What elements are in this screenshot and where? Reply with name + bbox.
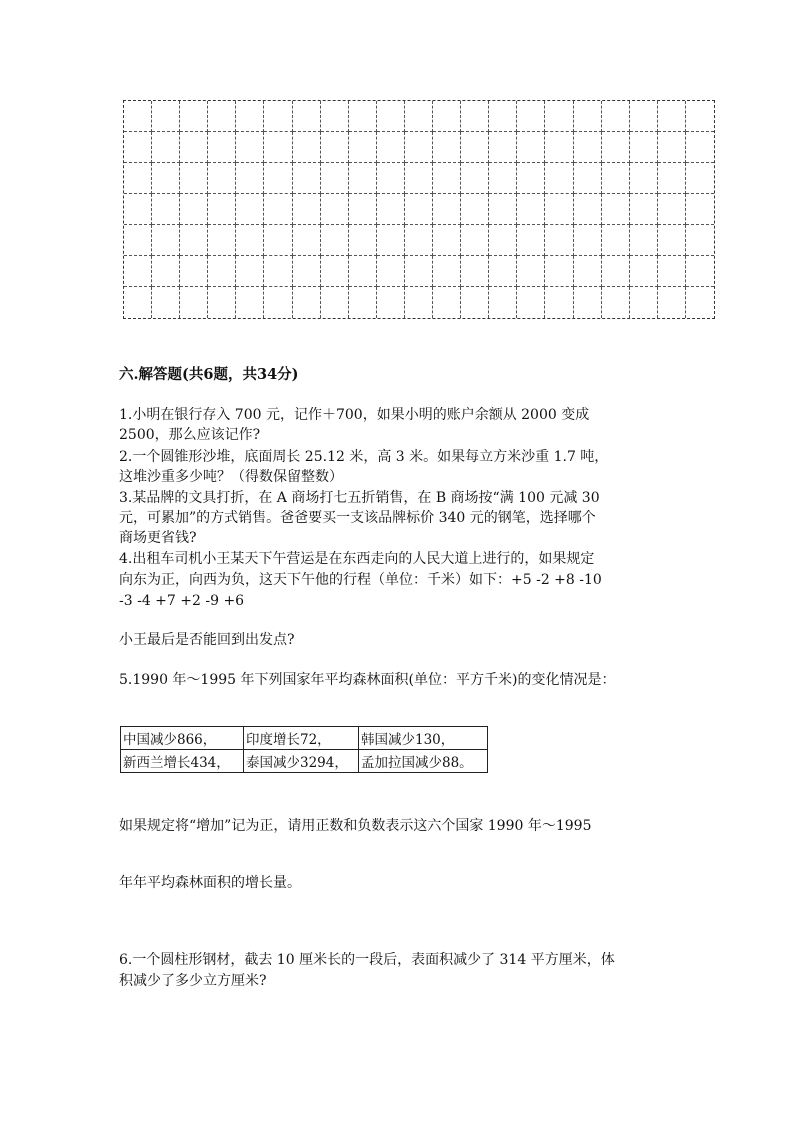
grid-cell: [433, 287, 461, 318]
grid-cell: [574, 256, 602, 287]
table-cell: 中国减少866，: [121, 727, 244, 750]
grid-cell: [264, 101, 292, 132]
grid-cell: [264, 287, 292, 318]
grid-cell: [545, 163, 573, 194]
grid-cell: [433, 132, 461, 163]
grid-cell: [152, 256, 180, 287]
grid-cell: [461, 163, 489, 194]
grid-cell: [152, 163, 180, 194]
grid-cell: [602, 256, 630, 287]
table-row: [121, 727, 488, 750]
grid-cell: [433, 194, 461, 225]
grid-cell: [208, 194, 236, 225]
grid-cell: [602, 101, 630, 132]
grid-cell: [236, 287, 264, 318]
grid-cell: [124, 101, 152, 132]
grid-cell: [658, 287, 686, 318]
grid-cell: [658, 101, 686, 132]
grid-cell: [264, 225, 292, 256]
grid-cell: [124, 132, 152, 163]
grid-cell: [686, 287, 714, 318]
grid-cell: [433, 163, 461, 194]
grid-cell: [180, 101, 208, 132]
grid-cell: [293, 256, 321, 287]
grid-cell: [517, 163, 545, 194]
grid-cell: [489, 101, 517, 132]
q1-line1: 1.小明在银行存入 700 元，记作＋700，如果小明的账户余额从 2000 变成: [119, 407, 590, 423]
q4-line3: -3 -4 +7 +2 -9 +6: [119, 593, 245, 609]
grid-cell: [152, 194, 180, 225]
grid-cell: [461, 225, 489, 256]
grid-cell: [264, 256, 292, 287]
q2-line1: 2.一个圆锥形沙堆，底面周长 25.12 米，高 3 米。如果每立方米沙重 1.7 吨，: [119, 449, 609, 465]
grid-cell: [152, 225, 180, 256]
grid-cell: [377, 163, 405, 194]
q5-intro: 5.1990 年～1995 年下列国家年平均森林面积(单位：平方千米)的变化情况是：: [119, 672, 616, 688]
q3-line2: 元，可累加”的方式销售。爸爸要买一支该品牌标价 340 元的钢笔，选择哪个: [119, 510, 596, 526]
table-cell: 韩国减少130，: [359, 727, 488, 750]
grid-cell: [545, 256, 573, 287]
grid-cell: [180, 287, 208, 318]
grid-cell: [124, 225, 152, 256]
grid-cell: [321, 256, 349, 287]
grid-cell: [658, 194, 686, 225]
grid-cell: [405, 256, 433, 287]
grid-cell: [180, 225, 208, 256]
grid-cell: [658, 132, 686, 163]
grid-cell: [208, 225, 236, 256]
grid-cell: [321, 101, 349, 132]
grid-cell: [545, 225, 573, 256]
grid-cell: [545, 194, 573, 225]
grid-cell: [349, 287, 377, 318]
grid-cell: [349, 225, 377, 256]
grid-cell: [293, 132, 321, 163]
grid-cell: [208, 256, 236, 287]
grid-cell: [686, 225, 714, 256]
grid-cell: [630, 101, 658, 132]
grid-cell: [321, 163, 349, 194]
q4-line1: 4.出租车司机小王某天下午营运是在东西走向的人民大道上进行的，如果规定: [119, 551, 595, 567]
q6-line1: 6.一个圆柱形钢材，截去 10 厘米长的一段后，表面积减少了 314 平方厘米，体: [119, 952, 615, 968]
grid-cell: [517, 132, 545, 163]
grid-cell: [377, 194, 405, 225]
grid-cell: [124, 163, 152, 194]
grid-cell: [236, 256, 264, 287]
section-title: 六.解答题(共6题，共34分): [119, 366, 299, 383]
grid-cell: [180, 194, 208, 225]
grid-cell: [658, 256, 686, 287]
table-cell: 印度增长72，: [244, 727, 359, 750]
grid-cell: [180, 256, 208, 287]
grid-cell: [574, 287, 602, 318]
grid-cell: [574, 225, 602, 256]
q4-line2: 向东为正，向西为负，这天下午他的行程（单位：千米）如下：+5 -2 +8 -10: [119, 572, 602, 588]
grid-cell: [602, 194, 630, 225]
grid-cell: [349, 132, 377, 163]
grid-cell: [124, 287, 152, 318]
grid-cell: [433, 225, 461, 256]
grid-cell: [377, 256, 405, 287]
grid-cell: [461, 194, 489, 225]
grid-cell: [321, 194, 349, 225]
grid-cell: [630, 132, 658, 163]
grid-cell: [630, 225, 658, 256]
grid-cell: [461, 256, 489, 287]
grid-cell: [461, 132, 489, 163]
grid-cell: [208, 287, 236, 318]
grid-cell: [377, 287, 405, 318]
grid-cell: [602, 287, 630, 318]
grid-cell: [489, 194, 517, 225]
grid-cell: [236, 194, 264, 225]
grid-cell: [545, 287, 573, 318]
grid-cell: [602, 132, 630, 163]
grid-cell: [349, 163, 377, 194]
grid-cell: [321, 287, 349, 318]
grid-cell: [489, 132, 517, 163]
grid-cell: [264, 163, 292, 194]
grid-cell: [574, 163, 602, 194]
grid-cell: [321, 225, 349, 256]
grid-cell: [658, 225, 686, 256]
grid-cell: [489, 225, 517, 256]
grid-cell: [293, 194, 321, 225]
grid-cell: [236, 225, 264, 256]
grid-cell: [377, 225, 405, 256]
grid-cell: [208, 101, 236, 132]
grid-cell: [545, 132, 573, 163]
q3-line1: 3.某品牌的文具打折，在 A 商场打七五折销售，在 B 商场按“满 100 元减 30: [119, 490, 600, 506]
grid-cell: [124, 256, 152, 287]
table-cell: 孟加拉国减少88。: [359, 750, 488, 773]
grid-cell: [686, 132, 714, 163]
grid-cell: [630, 287, 658, 318]
grid-cell: [264, 132, 292, 163]
grid-cell: [405, 287, 433, 318]
grid-cell: [630, 163, 658, 194]
grid-cell: [293, 287, 321, 318]
grid-cell: [574, 101, 602, 132]
grid-cell: [630, 256, 658, 287]
forest-change-table: [120, 726, 488, 773]
grid-cell: [545, 101, 573, 132]
table-row: [121, 750, 488, 773]
grid-cell: [489, 256, 517, 287]
grid-cell: [208, 163, 236, 194]
grid-cell: [686, 256, 714, 287]
grid-cell: [152, 132, 180, 163]
grid-cell: [180, 163, 208, 194]
grid-cell: [321, 132, 349, 163]
grid-cell: [236, 132, 264, 163]
grid-cell: [686, 194, 714, 225]
grid-cell: [405, 225, 433, 256]
grid-cell: [377, 132, 405, 163]
grid-cell: [293, 101, 321, 132]
grid-cell: [405, 101, 433, 132]
grid-cell: [602, 225, 630, 256]
q3-line3: 商场更省钱?: [119, 530, 197, 546]
grid-cell: [517, 194, 545, 225]
grid-cell: [461, 101, 489, 132]
grid-cell: [152, 101, 180, 132]
q5-line2: 年年平均森林面积的增长量。: [119, 875, 301, 891]
grid-cell: [293, 163, 321, 194]
grid-cell: [461, 287, 489, 318]
table-cell: 泰国减少3294，: [244, 750, 359, 773]
q5-line1: 如果规定将“增加”记为正，请用正数和负数表示这六个国家 1990 年～1995: [119, 818, 592, 834]
grid-cell: [208, 132, 236, 163]
grid-cell: [264, 194, 292, 225]
grid-cell: [405, 163, 433, 194]
grid-cell: [574, 132, 602, 163]
grid-cell: [686, 101, 714, 132]
grid-cell: [686, 163, 714, 194]
grid-cell: [517, 287, 545, 318]
grid-cell: [517, 256, 545, 287]
grid-cell: [236, 163, 264, 194]
grid-cell: [152, 287, 180, 318]
grid-cell: [517, 101, 545, 132]
grid-cell: [236, 101, 264, 132]
answer-grid: [123, 100, 715, 319]
grid-cell: [489, 163, 517, 194]
grid-cell: [630, 194, 658, 225]
grid-cell: [405, 132, 433, 163]
grid-cell: [433, 256, 461, 287]
grid-cell: [293, 225, 321, 256]
grid-cell: [489, 287, 517, 318]
grid-cell: [602, 163, 630, 194]
grid-cell: [405, 194, 433, 225]
grid-cell: [377, 101, 405, 132]
q2-line2: 这堆沙重多少吨？（得数保留整数）: [119, 469, 343, 485]
grid-cell: [433, 101, 461, 132]
grid-cell: [517, 225, 545, 256]
grid-cell: [124, 194, 152, 225]
table-cell: 新西兰增长434，: [121, 750, 244, 773]
q4-question: 小王最后是否能回到出发点?: [119, 632, 295, 648]
grid-cell: [658, 163, 686, 194]
grid-cell: [574, 194, 602, 225]
q6-line2: 积减少了多少立方厘米?: [119, 973, 267, 989]
grid-cell: [349, 256, 377, 287]
grid-cell: [349, 194, 377, 225]
grid-cell: [349, 101, 377, 132]
grid-cell: [180, 132, 208, 163]
q1-line2: 2500，那么应该记作?: [119, 427, 261, 443]
